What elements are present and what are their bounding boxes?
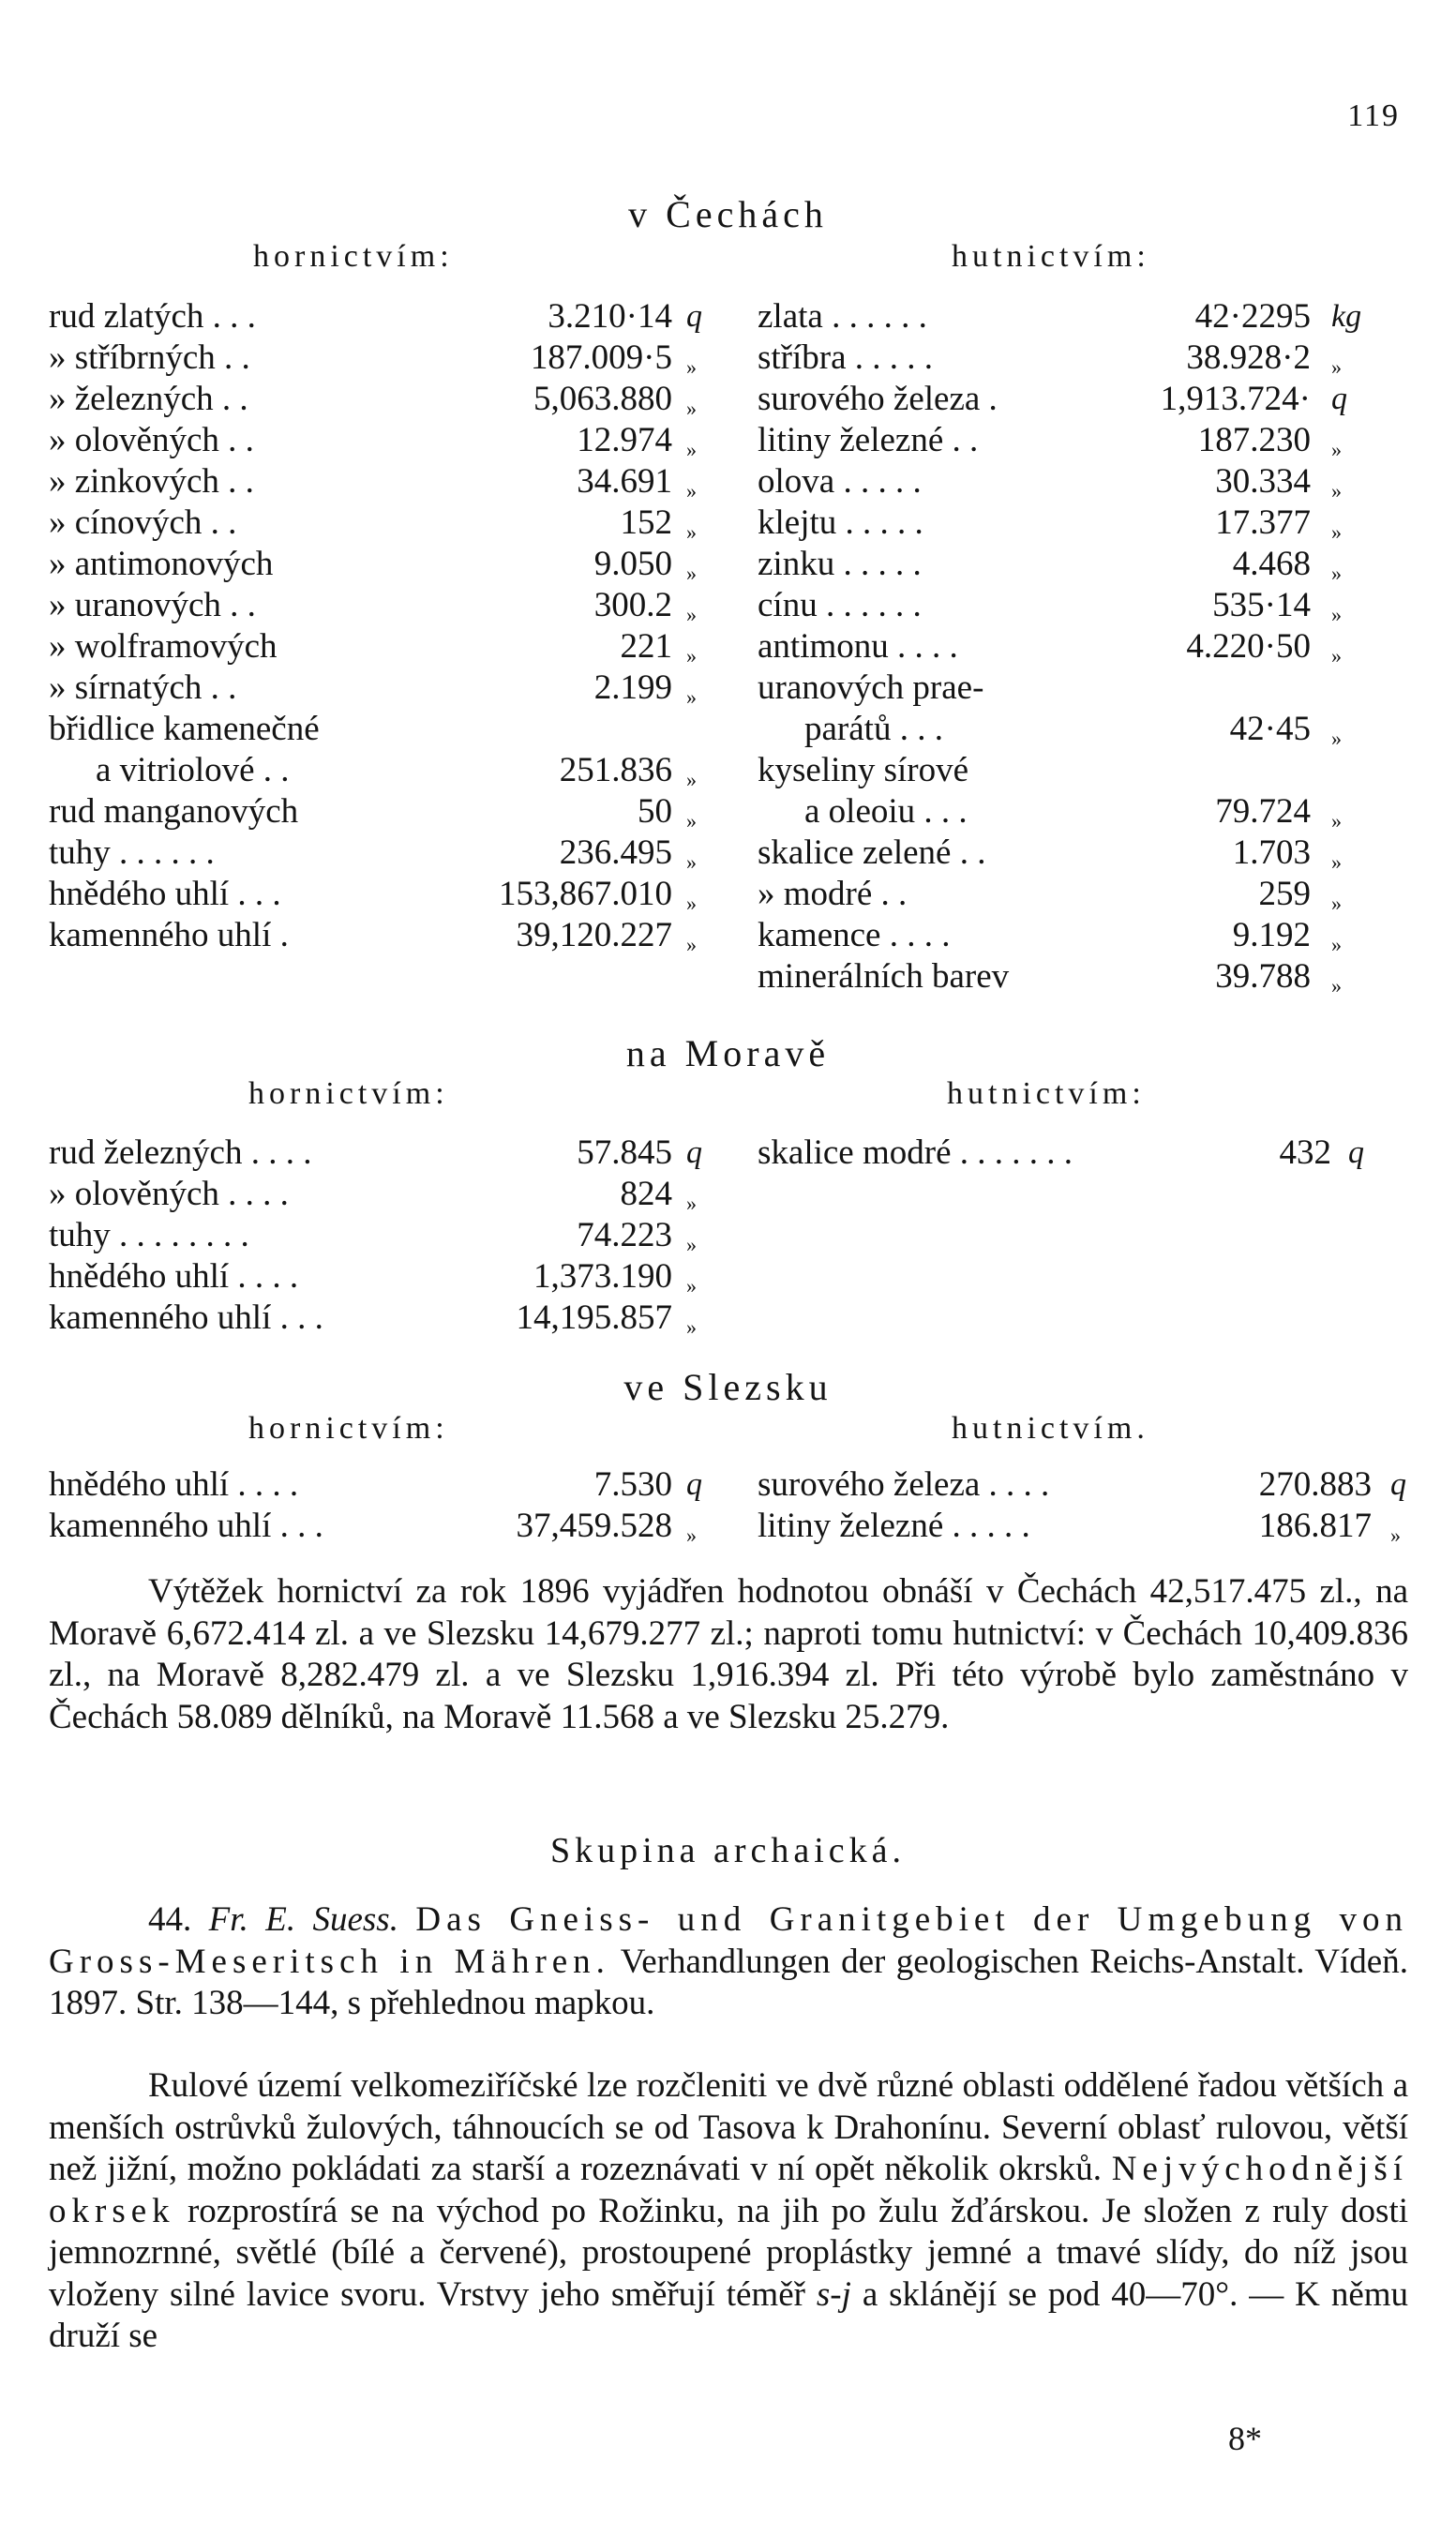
row-unit: » [1331, 479, 1342, 503]
slezsku-left-header: hornictvím: [248, 1411, 449, 1446]
table-row [49, 296, 724, 338]
cechach-mining-table [49, 296, 724, 956]
table-row [758, 956, 1414, 998]
row-value: 152 [620, 503, 672, 542]
table-row [49, 585, 724, 626]
row-label: kamenného uhlí . [49, 916, 289, 954]
section-title-slezsku: ve Slezsku [623, 1366, 833, 1408]
row-unit: » [1390, 1523, 1401, 1547]
morave-left-header: hornictvím: [248, 1076, 449, 1111]
row-unit: » [686, 355, 697, 379]
table-row [49, 668, 724, 709]
row-value: 9.192 [1232, 916, 1311, 954]
row-value: 187.230 [1197, 421, 1311, 459]
row-label: hnědého uhlí . . . [49, 875, 281, 913]
table-row [758, 668, 1414, 709]
row-value: 79.724 [1215, 792, 1311, 831]
body-part3: a sklánějí se pod 40—70°. — K němu druží se [49, 2274, 1409, 2355]
row-value: 30.334 [1215, 462, 1311, 501]
row-value: 3.210·14 [548, 297, 672, 336]
row-label: kamence . . . . [758, 916, 951, 954]
table-row [758, 1464, 1414, 1506]
table-row [49, 791, 724, 833]
row-unit: » [686, 644, 697, 668]
row-label: skalice modré . . . . . . . [758, 1133, 1073, 1172]
table-row [758, 379, 1414, 420]
entry-number: 44. [148, 1900, 192, 1939]
table-row [758, 874, 1414, 915]
row-label: minerálních barev [758, 957, 1010, 996]
row-label: » antimonových [49, 545, 274, 583]
table-row [758, 544, 1414, 585]
row-unit: » [1331, 520, 1342, 544]
row-value: 5,063.880 [533, 380, 672, 418]
table-row [758, 1506, 1414, 1547]
row-label: olova . . . . . [758, 462, 922, 501]
row-label: zinku . . . . . [758, 545, 922, 583]
row-label: surového železa . . . . [758, 1465, 1050, 1504]
row-value: 432 [1279, 1133, 1331, 1172]
body-direction: s-j [816, 2274, 851, 2314]
table-row [758, 750, 1414, 791]
morave-smelting-table [758, 1133, 1414, 1174]
row-unit: » [1331, 727, 1342, 750]
row-value: 221 [620, 627, 672, 666]
row-unit: » [686, 1315, 697, 1339]
table-row [758, 1133, 1414, 1174]
morave-mining-table [49, 1133, 724, 1339]
table-row [49, 338, 724, 379]
row-value: 300.2 [593, 586, 672, 624]
row-value: 236.495 [559, 833, 672, 872]
row-unit: » [686, 768, 697, 791]
row-unit: q [686, 1135, 702, 1170]
body-part2: rozprostírá se na východ po Rožinku, na jih po žulu žďárskou. Je složen z ruly dosti jemnozrnné, světlé (bílé a červené), prostoupené proplástky jemné a tmavé slídy, do níž jsou vloženy silné lavice svoru. Vrstvy jeho směřují téměř [49, 2191, 1409, 2314]
table-row [49, 750, 724, 791]
row-unit: » [686, 397, 697, 420]
row-unit: » [1331, 933, 1342, 956]
row-unit: q [1390, 1467, 1406, 1502]
table-row [49, 461, 724, 503]
row-value: 42·2295 [1194, 297, 1311, 336]
table-row [49, 503, 724, 544]
row-unit: » [1331, 355, 1342, 379]
section-title-morave: na Moravě [625, 1032, 831, 1074]
body-paragraph [49, 2065, 1408, 2358]
row-unit: » [1331, 562, 1342, 585]
table-row [49, 1298, 724, 1339]
row-value: 57.845 [577, 1133, 672, 1172]
row-label: tuhy . . . . . . [49, 833, 215, 872]
row-label: hnědého uhlí . . . . [49, 1465, 299, 1504]
row-label: litiny železné . . . . . [758, 1507, 1030, 1545]
slezsku-right-header: hutnictvím. [952, 1411, 1149, 1446]
row-label: rud zlatých . . . [49, 297, 256, 336]
row-label: » modré . . [758, 875, 908, 913]
row-label: hnědého uhlí . . . . [49, 1257, 299, 1296]
table-row [758, 585, 1414, 626]
row-value: 4.468 [1232, 545, 1311, 583]
row-label: uranových prae- [758, 668, 984, 707]
section-title-cechach: v Čechách [628, 193, 828, 235]
row-value: 37,459.528 [516, 1507, 672, 1545]
summary-paragraph [49, 1571, 1408, 1738]
row-label: a vitriolové . . [96, 751, 290, 789]
table-row [49, 1464, 724, 1506]
row-unit: » [1331, 603, 1342, 626]
row-unit: » [686, 479, 697, 503]
row-unit: » [686, 603, 697, 626]
row-label: » olověných . . . . [49, 1175, 289, 1213]
row-value: 50 [638, 792, 672, 831]
slezsku-mining-table [49, 1464, 724, 1547]
row-value: 1,913.724· [1160, 380, 1311, 418]
row-unit: » [1331, 974, 1342, 998]
row-value: 187.009·5 [530, 338, 672, 377]
row-unit: » [686, 1233, 697, 1256]
table-row [49, 1133, 724, 1174]
row-value: 153,867.010 [499, 875, 672, 913]
row-value: 17.377 [1215, 503, 1311, 542]
page-number: 119 [1347, 98, 1400, 133]
row-value: 74.223 [577, 1216, 672, 1254]
row-value: 4.220·50 [1186, 627, 1311, 666]
row-label: rud železných . . . . [49, 1133, 312, 1172]
table-row [758, 420, 1414, 461]
slezsku-smelting-table [758, 1464, 1414, 1547]
summary-text: Výtěžek hornictví za rok 1896 vyjádřen hodnotou obnáší v Čechách 42,517.475 zl., na Moravě 6,672.414 zl. a ve Slezsku 14,679.277 zl.; naproti tomu hutnictví: v Čechách 10,409.836 zl., na Moravě 8,282.479 zl. a ve Slezsku 1,916.394 zl. Při této výrobě bylo zaměstnáno v Čechách 58.089 dělníků, na Moravě 11.568 a ve Slezsku 25.279. [49, 1572, 1408, 1736]
row-value: 251.836 [559, 751, 672, 789]
row-unit: » [686, 809, 697, 833]
table-row [758, 791, 1414, 833]
table-row [49, 626, 724, 668]
row-value: 259 [1258, 875, 1311, 913]
table-row [49, 1174, 724, 1215]
row-value: 1,373.190 [533, 1257, 672, 1296]
row-value: 7.530 [593, 1465, 672, 1504]
row-value: 186.817 [1258, 1507, 1372, 1545]
row-label: klejtu . . . . . [758, 503, 923, 542]
table-row [49, 379, 724, 420]
row-value: 12.974 [577, 421, 672, 459]
row-unit: » [1331, 850, 1342, 874]
morave-right-header: hutnictvím: [947, 1076, 1146, 1111]
row-value: 2.199 [593, 668, 672, 707]
table-row [758, 833, 1414, 874]
row-label: » olověných . . [49, 421, 254, 459]
table-row [49, 709, 724, 750]
row-label: zlata . . . . . . [758, 297, 927, 336]
row-label: parátů . . . [804, 710, 943, 748]
row-value: 14,195.857 [516, 1298, 672, 1337]
table-row [49, 874, 724, 915]
row-unit: » [686, 933, 697, 956]
entry-source: Verhandlungen der geologischen Reichs-Anstalt. Vídeň. 1897. Str. 138—144, s přehlednou mapkou. [49, 1942, 1408, 2022]
row-label: břidlice kamenečné [49, 710, 320, 748]
row-label: litiny železné . . [758, 421, 979, 459]
table-row [49, 1256, 724, 1298]
row-label: rud manganových [49, 792, 299, 831]
row-label: surového železa . [758, 380, 998, 418]
row-value: 39.788 [1215, 957, 1311, 996]
entry-title: Das Gneiss- und Granitgebiet der Umgebung von Gross-Meseritsch in Mähren. [49, 1900, 1409, 1981]
table-row [758, 338, 1414, 379]
body-spaced-term: Nejvýchodnější okrsek [49, 2150, 1409, 2230]
row-label: a oleoiu . . . [804, 792, 968, 831]
row-unit: q [1331, 382, 1347, 416]
table-row [758, 709, 1414, 750]
row-value: 39,120.227 [516, 916, 672, 954]
row-label: » železných . . [49, 380, 248, 418]
row-unit: » [1331, 809, 1342, 833]
row-label: tuhy . . . . . . . . [49, 1216, 249, 1254]
table-row [49, 420, 724, 461]
row-unit: » [686, 520, 697, 544]
signature-mark: 8* [1228, 2420, 1262, 2457]
row-unit: kg [1331, 299, 1362, 334]
table-row [49, 833, 724, 874]
row-label: » stříbrných . . [49, 338, 250, 377]
row-value: 9.050 [593, 545, 672, 583]
row-unit: » [1331, 644, 1342, 668]
table-row [49, 915, 724, 956]
row-unit: » [1331, 892, 1342, 915]
row-unit: » [686, 1274, 697, 1298]
row-value: 824 [620, 1175, 672, 1213]
table-row [758, 503, 1414, 544]
entry-author: Fr. E. Suess. [208, 1900, 398, 1939]
row-label: antimonu . . . . [758, 627, 958, 666]
cechach-left-header: hornictvím: [253, 239, 454, 274]
group-heading: Skupina archaická. [549, 1831, 907, 1870]
row-unit: » [1331, 438, 1342, 461]
row-label: » zinkových . . [49, 462, 254, 501]
row-label: stříbra . . . . . [758, 338, 934, 377]
row-label: » cínových . . [49, 503, 237, 542]
row-value: 42·45 [1229, 710, 1311, 748]
row-label: » sírnatých . . [49, 668, 237, 707]
table-row [49, 544, 724, 585]
row-label: kyseliny sírové [758, 751, 969, 789]
row-label: » uranových . . [49, 586, 256, 624]
cechach-smelting-table [758, 296, 1414, 998]
table-row [758, 915, 1414, 956]
row-label: skalice zelené . . [758, 833, 986, 872]
row-unit: » [686, 1523, 697, 1547]
table-row [758, 461, 1414, 503]
row-unit: q [686, 299, 702, 334]
row-unit: » [686, 685, 697, 709]
table-row [758, 296, 1414, 338]
body-part1: Rulové území velkomeziříčské lze rozčleniti ve dvě různé oblasti oddělené řadou větších a menších ostrůvků žulových, táhnoucích se od Tasova k Drahonínu. Severní oblasť rulovou, větší než jižní, možno pokládati za starší a rozeznávati v ní opět několik okrsků. [49, 2066, 1408, 2188]
table-row [758, 626, 1414, 668]
bibliography-entry [49, 1899, 1408, 2025]
row-unit: » [686, 892, 697, 915]
row-unit: » [686, 850, 697, 874]
row-label: kamenného uhlí . . . [49, 1507, 323, 1545]
row-unit: q [1348, 1135, 1364, 1170]
row-label: » wolframových [49, 627, 278, 666]
row-unit: » [686, 438, 697, 461]
row-value: 270.883 [1258, 1465, 1372, 1504]
row-unit: » [686, 562, 697, 585]
table-row [49, 1215, 724, 1256]
row-unit: » [686, 1192, 697, 1215]
table-row [49, 1506, 724, 1547]
row-value: 1.703 [1232, 833, 1311, 872]
cechach-right-header: hutnictvím: [952, 239, 1150, 274]
row-label: kamenného uhlí . . . [49, 1298, 323, 1337]
row-value: 34.691 [577, 462, 672, 501]
row-label: cínu . . . . . . [758, 586, 922, 624]
row-unit: q [686, 1467, 702, 1502]
row-value: 535·14 [1212, 586, 1311, 624]
row-value: 38.928·2 [1186, 338, 1311, 377]
